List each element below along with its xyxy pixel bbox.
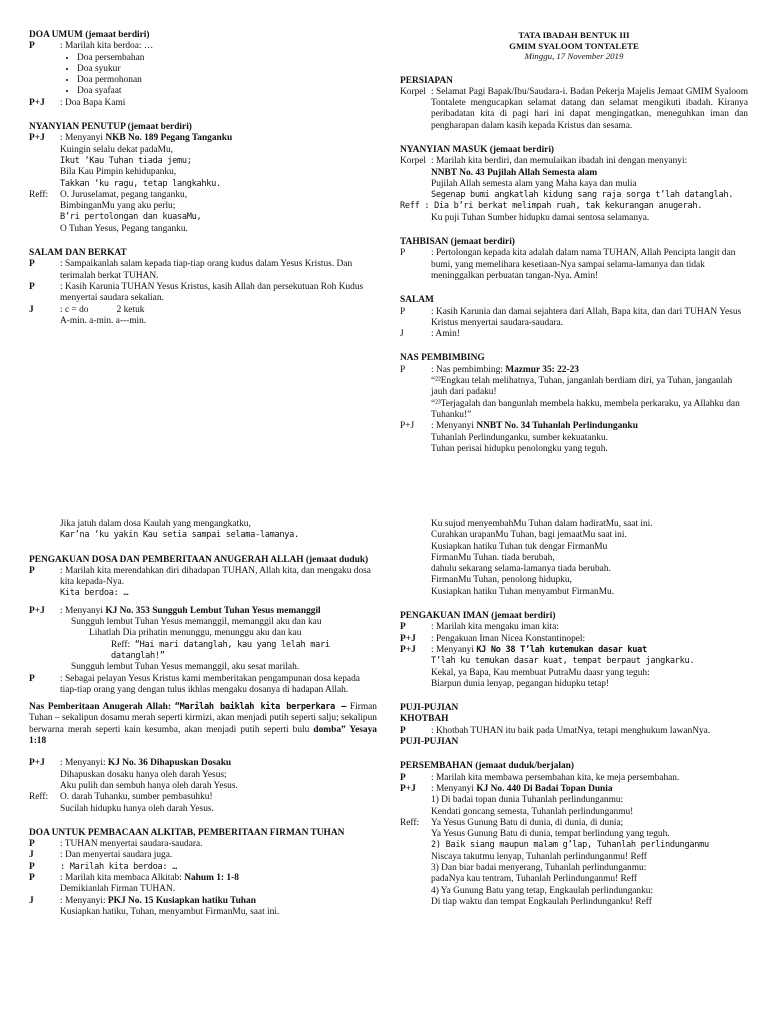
persiapan-text: : Selamat Pagi Bapak/Ibu/Saudara-i. Badan Pekerja Majelis Jemaat GMIM Syaloom Tontalete mengucapkan selamat datang dan selamat mengikuti ibadah. Kiranya peribadatan kita di pagi hari ini dapat mengingatkan, meneguhkan iman dan pengharapan dalam kasih kepada Kristus dan sesama. [431,86,748,131]
speaker-tag: Korpel [400,156,427,167]
berkat-text: : Kasih Karunia TUHAN Yesus Kristus, kasih Allah dan persekutuan Roh Kudus menyertai saudara sekalian. [60,281,364,304]
song-line: Niscaya takutmu lenyap, Tuhanlah perlindunganmu! Reff [431,851,647,862]
iman-song-row [400,645,748,656]
song-title: KJ No. 36 Dihapuskan Dosaku [107,758,232,769]
doa-line: : Marilah kita berdoa: … [60,861,177,872]
song-line: Kusiapkan hatiku Tuhan menyambut FirmanMu. [431,586,615,597]
worship-order-header [400,30,748,455]
salam-berkat-text: : Sampaikanlah salam kepada tiap-tiap orang kudus dalam Yesus Kristus. Dan terimalah berkat TUHAN. [60,259,353,281]
speaker-tag: P [29,281,35,292]
pengampunan-row [29,674,377,697]
liturgy-title: TATA IBADAH BENTUK III [518,30,630,40]
khotbah-text: : Khotbah TUHAN itu baik pada UmatNya, tetapi menghukum lawanNya. [431,725,711,736]
song-line: Ikut ‘Kau Tuhan tiada jemu; [60,155,192,166]
song-line: O. darah Tuhanku, sumber pembasuhku! [60,792,213,803]
scripture-verse: “²³Terjagalah dan bangunlah membela hakku, membela perkaraku, ya Allahku dan Tuhanku!” [431,398,740,420]
iman-line: : Pengakuan Iman Nicea Konstantinopel: [431,633,586,644]
speaker-tag: P+J [400,783,416,794]
salam-berkat-row [29,259,377,282]
song-title: NNBT No. 34 Tuhanlah Perlindunganku [476,421,638,432]
song-line: Sungguh lembut Tuhan Yesus memanggil, aku sesat marilah. [71,662,300,673]
song-line: Kuingin selalu dekat padaMu, [60,144,173,155]
penutup-reff-row [29,190,377,201]
song-line: FirmanMu Tuhan, penolong hidupku, [431,575,572,586]
speaker-tag: P [400,364,406,375]
song-line: 3) Dan biar badai menyerang, Tuhanlah perlindunganmu: [431,863,647,874]
doa-line: : Dan menyertai saudara juga. [60,850,173,861]
section-heading-pengakuan-iman: PENGAKUAN IMAN (jemaat berdiri) [400,611,556,622]
section-heading-persembahan: PERSEMBAHAN (jemaat duduk/berjalan) [400,761,574,772]
section-heading-salam: SALAM [400,295,434,306]
song-line: 4) Ya Gunung Batu yang tetap, Engkaulah perlindunganku: [431,885,654,896]
left-column-top [29,30,377,327]
persembahan-text: : Marilah kita membawa persembahan kita, ke meja persembahan. [431,772,680,783]
speaker-tag: P [400,725,406,736]
speaker-tag: Korpel [400,86,427,97]
song-line: Curahkan urapanMu Tuhan, bagi jemaatMu saat ini. [431,530,627,541]
amin-row [29,305,377,316]
song-line: Kekal, ya Bapa, Kau membuat PutraMu daasr yang teguh: [431,667,650,678]
speaker-tag: P+J [400,421,415,432]
speaker-tag: P+J [400,644,416,655]
speaker-tag: P [400,622,406,633]
song-line: Biarpun dunia lenyap, pegangan hidupku tetap! [431,678,610,689]
persembahan-song-row [400,784,748,795]
song-title: NKB No. 189 Pegang Tanganku [105,133,233,144]
song-title: NNBT No. 43 Pujilah Allah Semesta alam [431,167,598,178]
song-title: KJ No. 440 Di Badai Topan Dunia [476,783,613,794]
speaker-tag: P [400,772,406,783]
reff-tag: Reff: [29,189,49,200]
song-line: Aku pulih dan sembuh hanya oleh darah Yesus. [60,780,238,791]
salam-text: : Kasih Karunia dan damai sejahtera dari Allah, Bapa kita, dan dari TUHAN Yesus Kristus menyertai saudara-saudara. [431,306,742,328]
song-line: Ya Yesus Gunung Batu di dunia, tempat berlindung yang teguh. [431,829,670,840]
speaker-tag: J [400,329,404,340]
doa-row [29,873,377,884]
song-line: Takkan ‘ku ragu, tetap langkahku. [60,178,221,189]
iman-row [400,622,748,633]
iman-line: : Marilah kita mengaku iman kita: [431,622,559,633]
pengakuan-song-row [29,606,377,617]
song-line: Bila Kau Pimpin kehidupanku, [60,167,177,178]
speaker-tag: J [29,304,34,315]
song-line: B’ri pertolongan dan kuasaMu, [60,212,202,223]
doa-bapa-kami-row [29,98,377,109]
amin-line: A-min. a-min. a---min. [60,315,147,326]
reff-tag: Reff: [29,792,49,803]
song-prefix: : Menyanyi [60,605,106,616]
song-line: Kendati goncang semesta, Tuhanlah perlindunganmu! [431,806,634,817]
song-line: Dihapuskan dosaku hanya oleh darah Yesus; [60,769,227,780]
church-name: GMIM SYALOOM TONTALETE [509,40,639,51]
song-line: Segenap bumi angkatlah kidung sang raja sorga t’lah datanglah. [431,190,734,201]
reff-tag: Reff: [111,639,131,650]
reading-prefix: : Marilah kita membaca Alkitab: [60,873,185,884]
penutup-song-row [29,133,377,144]
song-prefix: : Menyanyi: [60,895,108,906]
nas-text: Firman Tuhan – sekalipun dosamu merah seperti kirmizi, akan menjadi putih seperti salju; sekalipun berwarna merah seperti kain kesumba, akan menjadi putih seperti bulu [29,702,377,735]
doa-line: : TUHAN menyertai saudara-saudara. [60,839,203,850]
section-heading-nyanyian-penutup: NYANYIAN PENUTUP (jemaat berdiri) [29,122,192,133]
song-reff: Reff : Dia b’ri berkat melimpah ruah, tak kekurangan anugerah. [400,201,703,212]
nas-label: Nas Pemberitaan Anugerah Allah: [29,702,175,713]
persembahan-reff-row [400,818,748,829]
speaker-tag: J [29,850,34,861]
khotbah-row [400,726,748,737]
salam-response-row [400,329,748,340]
doa-row [29,850,377,861]
iman-row [400,634,748,645]
section-heading-salam-berkat: SALAM DAN BERKAT [29,248,127,259]
song-line: 1) Di badai topan dunia Tuhanlah perlindunganmu: [431,795,624,806]
song-line: Kusiapkan hatiku Tuhan tuk dengar FirmanMu [431,541,608,552]
doa-row [29,839,377,850]
speaker-tag: P [400,306,406,317]
speaker-tag: P+J [29,605,45,616]
song-prefix: : Menyanyi [60,133,106,144]
speaker-tag: P [400,248,406,259]
song-line: Di tiap waktu dan tempat Engkaulah Perlindunganku! Reff [431,896,652,907]
nas-prefix: : Nas pembimbing: [431,364,506,375]
scripture-verse: “²²Engkau telah melihatnya, Tuhan, janganlah berdiam diri, ya Tuhan, janganlah jauh dari padaku! [431,376,733,398]
doa-line: Demikianlah Firman TUHAN. [60,884,176,895]
song-line: BimbinganMu yang aku perlu; [60,201,176,212]
scripture-ref: Nahum 1: 1-8 [184,873,239,884]
dosa-song-row [29,758,377,769]
section-heading-puji-pujian-2: PUJI-PUJIAN [400,737,459,748]
tahbisan-text: : Pertolongan kepada kita adalah dalam nama TUHAN, Allah Pencipta langit dan bumi, yang memelihara kesetiaan-Nya sampai selama-lamanya dan tidak meninggalkan perbuatan tangan-Nya. Amin! [431,248,736,281]
song-title: KJ No. 353 Sungguh Lembut Tuhan Yesus memanggil [105,605,321,616]
song-line: Pujilah Allah semesta alam yang Maha kaya dan mulia [431,178,637,189]
reff-tag: Reff: [400,817,420,828]
doa-row [29,862,377,873]
song-title: PKJ No. 15 Kusiapkan hatiku Tuhan [107,895,256,906]
speaker-tag: P+J [400,633,416,644]
song-line: Lihatlah Dia prihatin menunggu, menunggu aku dan kau [89,628,302,639]
nas-pemberitaan [29,702,377,747]
song-title: KJ No 38 T’lah kutemukan dasar kuat [476,644,647,655]
song-line: 2) Baik siang maupun malam g’lap, Tuhanlah perlindunganmu [431,840,709,851]
nas-pembimbing-row [400,365,748,376]
nas-song-row [400,421,748,432]
song-line: Ku sujud menyembahMu Tuhan dalam hadiratMu, saat ini. [431,519,653,529]
song-prefix: : Menyanyi: [60,758,108,769]
section-heading-pengakuan-dosa: PENGAKUAN DOSA DAN PEMBERITAAN ANUGERAH ALLAH (jemaat duduk) [29,554,369,565]
persembahan-row [400,773,748,784]
section-heading-nas-pembimbing: NAS PEMBIMBING [400,353,485,364]
song-line: “Hai mari datanglah, kau yang lelah mari datanglah!” [111,639,330,661]
song-line: Kusiapkan hatiku, Tuhan, menyambut FirmanMu, saat ini. [60,906,280,917]
speaker-tag: P [29,873,35,884]
song-line: O Tuhan Yesus, Pegang tanganku. [60,223,188,234]
salam-response: : Amin! [431,329,460,340]
salam-row [400,307,748,330]
section-heading-tahbisan: TAHBISAN (jemaat berdiri) [400,237,515,248]
doa-umum-row [29,41,377,52]
pengakuan-text: : Marilah kita merendahkan diri dihadapan TUHAN, Allah kita, dan mengaku dosa kita kepada-Nya. [60,565,371,588]
doa-bapa-kami: : Doa Bapa Kami [60,97,126,108]
list-item: • Doa permohonan [77,75,377,86]
left-column-bottom [29,519,377,918]
song-line: Jika jatuh dalam dosa Kaulah yang mengangkatku, [60,519,251,529]
song-line: Tuhanlah Perlindunganku, sumber kekuatanku. [431,432,608,443]
speaker-tag: P [29,861,35,872]
speaker-tag: P [29,673,35,684]
song-prefix: : Menyanyi [431,644,477,655]
song-line: Ku puji Tuhan Sumber hidupku damai sentosa selamanya. [431,212,650,223]
dosa-reff-row [29,792,377,803]
prayer-list [29,53,377,98]
doa-umum-text: : Marilah kita berdoa: … [60,41,154,52]
section-heading-khotbah: KHOTBAH [400,714,449,725]
pengampunan-text: : Sebagai pelayan Yesus Kristus kami memberitakan pengampunan dosa kepada tiap-tiap orang yang dengan tulus ikhlas mengaku dosanya di hadapan Allah. [60,673,360,695]
section-heading-persiapan: PERSIAPAN [400,75,453,86]
nas-end: domba” Yesaya 1:18 [29,724,377,747]
nyanyian-masuk-text: : Marilah kita berdiri, dan memulaikan ibadah ini dengan menyanyi: [431,156,688,167]
section-heading-doa-pembacaan: DOA UNTUK PEMBACAAN ALKITAB, PEMBERITAAN FIRMAN TUHAN [29,827,345,838]
section-heading-puji-pujian: PUJI-PUJIAN [400,703,459,714]
list-item: • Doa persembahan [77,53,377,64]
nyanyian-masuk-row [400,156,748,167]
speaker-tag: P+J [29,97,45,108]
song-prefix: : Menyanyi [431,783,477,794]
speaker-tag: P [29,839,35,850]
list-item: • Doa syukur [77,64,377,75]
speaker-tag: J [29,895,34,906]
right-column-bottom [400,519,748,908]
song-line: Sungguh lembut Tuhan Yesus memanggil, memanggil aku dan kau [71,617,322,628]
section-heading-nyanyian-masuk: NYANYIAN MASUK (jemaat berdiri) [400,144,555,155]
speaker-tag: P [29,259,35,270]
berkat-row [29,282,377,305]
nas-quote: “Marilah baiklah kita berperkara – [174,702,347,713]
speaker-tag: P [29,565,35,576]
prayer-invitation: Kita berdoa: … [60,588,129,599]
persiapan-row [400,87,748,132]
song-line: padaNya kau tentram, Tuhanlah Perlindunganmu! Reff [431,874,638,885]
song-prefix: : Menyanyi [431,421,477,432]
amin-notation: : c = do 2 ketuk [60,304,145,315]
tahbisan-row [400,248,748,282]
pengakuan-row [29,566,377,589]
speaker-tag: P [29,41,35,52]
section-heading-doa-umum: DOA UMUM (jemaat berdiri) [29,30,150,40]
doa-row [29,896,377,907]
list-item: • Doa syafaat [77,86,377,97]
scripture-ref: Mazmur 35: 22-23 [505,364,579,375]
song-line: T’lah ku temukan dasar kuat, tempat berpaut jangkarku. [431,656,695,667]
song-line: Ya Yesus Gunung Batu di dunia, di dunia, di dunia; [431,817,624,828]
song-line: FirmanMu Tuhan. tiada berubah, [431,552,555,563]
speaker-tag: P+J [29,758,45,769]
song-line: Sucilah hidupku hanya oleh darah Yesus. [60,803,214,814]
song-line: dahulu sekarang selama-lamanya tiada berubah. [431,564,611,575]
song-line: O. Juruselamat, pegang tanganku, [60,189,188,200]
service-date: Minggu, 17 November 2019 [524,51,624,61]
song-line: Tuhan perisai hidupku penolongku yang teguh. [431,443,608,454]
song-line: Kar’na ‘ku yakin Kau setia sampai selama-lamanya. [60,530,299,541]
speaker-tag: P+J [29,133,45,144]
